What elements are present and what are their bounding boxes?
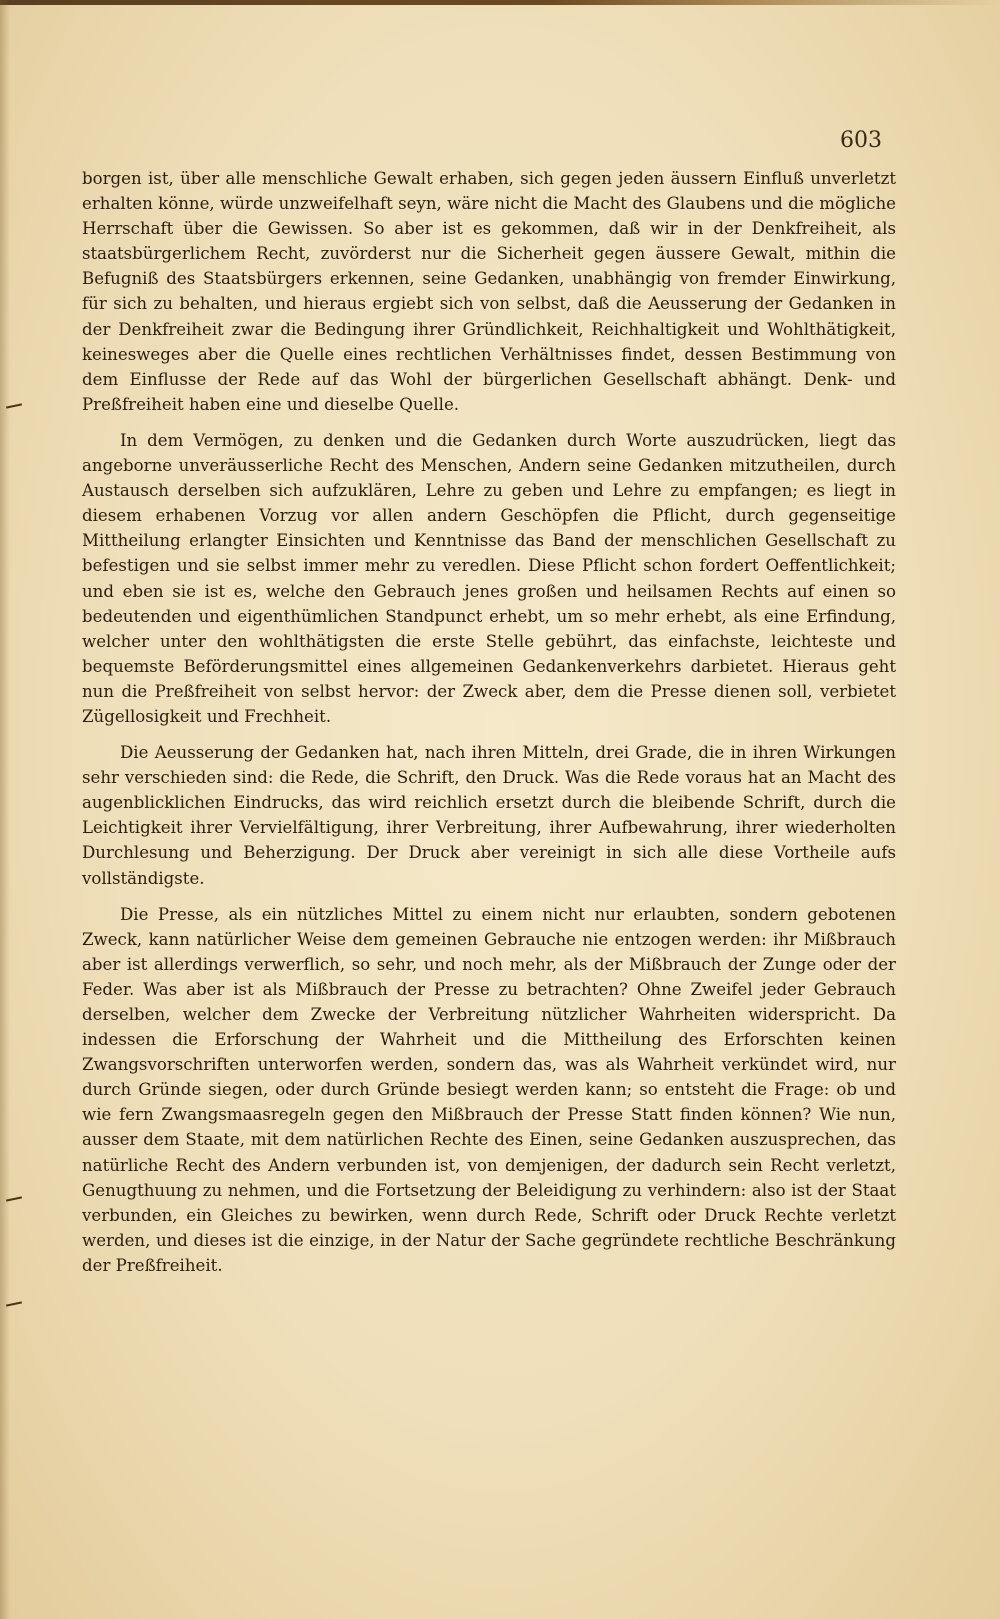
page-gutter-shadow [0, 0, 10, 1619]
body-text [82, 166, 896, 1278]
paragraph-3: Die Aeusserung der Gedanken hat, nach ihren Mitteln, drei Grade, die in ihren Wirkungen sehr verschieden sind: die Rede, die Schrift, den Druck. Was die Rede voraus hat an Macht des augenblicklichen Eindrucks, das wird reichlich ersetzt durch die bleibende Schrift, durch die Leichtigkeit ihrer Vervielfältigung, ihrer Verbreitung, ihrer Aufbewahrung, ihrer wiederholten Durchlesung und Beherzigung. Der Druck aber vereinigt in sich alle diese Vortheile aufs vollständigste. [82, 743, 896, 888]
paragraph-2: In dem Vermögen, zu denken und die Gedanken durch Worte auszudrücken, liegt das angeborne unveräusserliche Recht des Menschen, Andern seine Gedanken mitzutheilen, durch Austausch derselben sich aufzuklären, Lehre zu geben und Lehre zu empfangen; es liegt in diesem erhabenen Vorzug vor allen andern Geschöpfen die Pflicht, durch gegenseitige Mittheilung erlangter Einsichten und Kenntnisse das Band der menschlichen Gesellschaft zu befestigen und sie selbst immer mehr zu veredlen. Diese Pflicht schon fordert Oeffentlichkeit; und eben sie ist es, welche den Gebrauch jenes großen und heilsamen Rechts auf einen so bedeutenden und eigenthümlichen Standpunct erhebt, um so mehr erhebt, als eine Erfindung, welcher unter den wohlthätigsten die erste Stelle gebührt, das einfachste, leichteste und bequemste Beförderungsmittel eines allgemeinen Gedankenverkehrs darbietet. Hieraus geht nun die Preßfreiheit von selbst hervor: der Zweck aber, dem die Presse dienen soll, verbietet Zügellosigkeit und Frechheit. [82, 430, 896, 726]
page-top-edge [0, 0, 1000, 5]
paragraph-1: borgen ist, über alle menschliche Gewalt erhaben, sich gegen jeden äussern Einfluß unverletzt erhalten könne, würde unzweifelhaft seyn, wäre nicht die Macht des Glaubens und die mögliche Herrschaft über die Gewissen. So aber ist es gekommen, daß wir in der Denkfreiheit, als staatsbürgerlichem Recht, zuvörderst nur die Sicherheit gegen äussere Gewalt, mithin die Befugniß des Staatsbürgers erkennen, seine Gedanken, unabhängig von fremder Einwirkung, für sich zu behalten, und hieraus ergiebt sich von selbst, daß die Aeusserung der Gedanken in der Denkfreiheit zwar die Bedingung ihrer Gründlichkeit, Reichhaltigkeit und Wohlthätigkeit, keinesweges aber die Quelle eines rechtlichen Verhältnisses findet, dessen Bestimmung von dem Einflusse der Rede auf das Wohl der bürgerlichen Gesellschaft abhängt. Denk- und Preßfreiheit haben eine und dieselbe Quelle. [82, 169, 896, 414]
page-number: 603 [840, 128, 882, 153]
paragraph-4: Die Presse, als ein nützliches Mittel zu einem nicht nur erlaubten, sondern gebotenen Zweck, kann natürlicher Weise dem gemeinen Gebrauche nie entzogen werden: ihr Mißbrauch aber ist allerdings verwerflich, so sehr, und noch mehr, als der Mißbrauch der Zunge oder der Feder. Was aber ist als Mißbrauch der Presse zu betrachten? Ohne Zweifel jeder Gebrauch derselben, welcher dem Zwecke der Verbreitung nützlicher Wahrheiten widerspricht. Da indessen die Erforschung der Wahrheit und die Mittheilung des Erforschten keinen Zwangsvorschriften unterworfen werden, sondern das, was als Wahrheit verkündet wird, nur durch Gründe siegen, oder durch Gründe besiegt werden kann; so entsteht die Frage: ob und wie fern Zwangsmaasregeln gegen den Mißbrauch der Presse Statt finden können? Wie nun, ausser dem Staate, mit dem natürlichen Rechte des Einen, seine Gedanken auszusprechen, das natürliche Recht des Andern verbunden ist, von demjenigen, der dadurch sein Recht verletzt, Genugthuung zu nehmen, und die Fortsetzung der Beleidigung zu verhindern: also ist der Staat verbunden, ein Gleiches zu bewirken, wenn durch Rede, Schrift oder Druck Rechte verletzt werden, und dieses ist die einzige, in der Natur der Sache gegründete rechtliche Beschränkung der Preßfreiheit. [82, 904, 896, 1275]
